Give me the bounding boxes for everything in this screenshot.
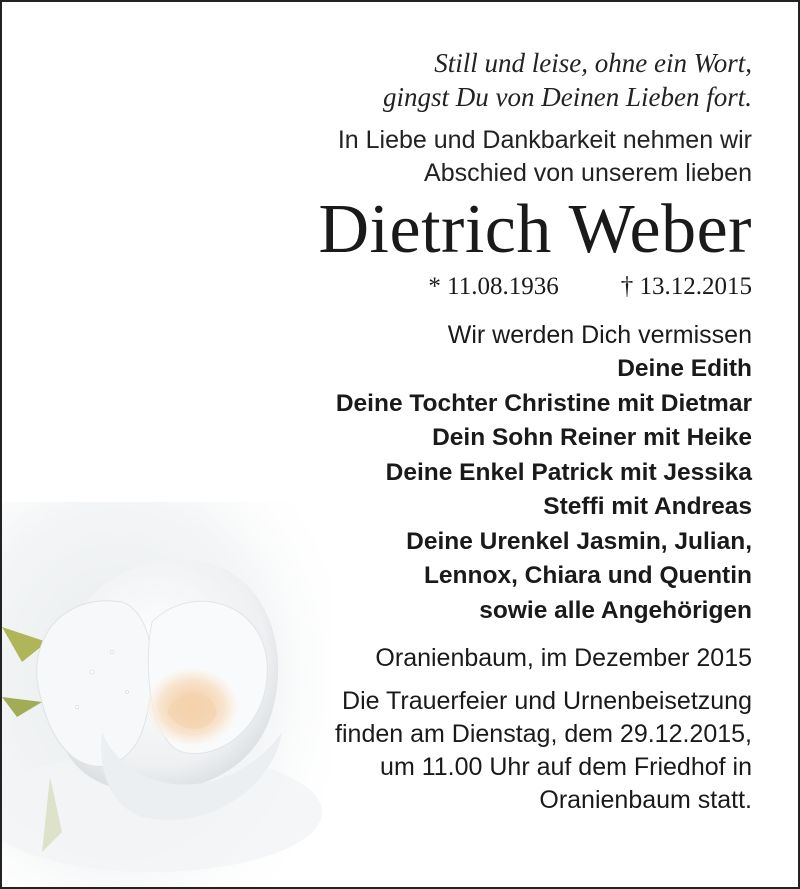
- service-line: um 11.00 Uhr auf dem Friedhof in: [380, 753, 752, 781]
- service-line: Oranienbaum statt.: [539, 786, 752, 814]
- poem: [32, 46, 752, 114]
- mourner-line: Deine Tochter Christine mit Dietmar: [335, 389, 752, 417]
- service-line: Die Trauerfeier und Urnenbeisetzung: [342, 687, 752, 715]
- life-dates: [32, 272, 752, 302]
- service-info: [32, 685, 752, 817]
- mourner-line: sowie alle Angehörigen: [479, 596, 752, 624]
- mourner-line: Deine Edith: [617, 355, 752, 382]
- poem-line: gingst Du von Deinen Lieben fort.: [383, 82, 752, 112]
- mourners-list: [32, 352, 752, 628]
- death-date: † 13.12.2015: [620, 273, 752, 300]
- mourner-line: Lennox, Chiara und Quentin: [423, 562, 752, 589]
- place-date: Oranienbaum, im Dezember 2015: [375, 644, 752, 672]
- deceased-name: Dietrich Weber: [318, 191, 752, 268]
- mourner-line: Dein Sohn Reiner mit Heike: [432, 424, 752, 451]
- mourner-line: Deine Urenkel Jasmin, Julian,: [406, 527, 752, 555]
- intro-text: [32, 124, 752, 190]
- intro-line: Abschied von unserem lieben: [424, 159, 752, 187]
- intro-line: In Liebe und Dankbarkeit nehmen wir: [337, 126, 752, 154]
- mourner-line: Steffi mit Andreas: [543, 493, 752, 520]
- notice-text: [32, 46, 752, 817]
- mourners-intro: Wir werden Dich vermissen: [447, 321, 752, 349]
- service-line: finden am Dienstag, dem 29.12.2015,: [335, 720, 752, 748]
- poem-line: Still und leise, ohne ein Wort,: [434, 48, 752, 78]
- mourner-line: Deine Enkel Patrick mit Jessika: [385, 458, 752, 486]
- birth-date: * 11.08.1936: [428, 273, 559, 300]
